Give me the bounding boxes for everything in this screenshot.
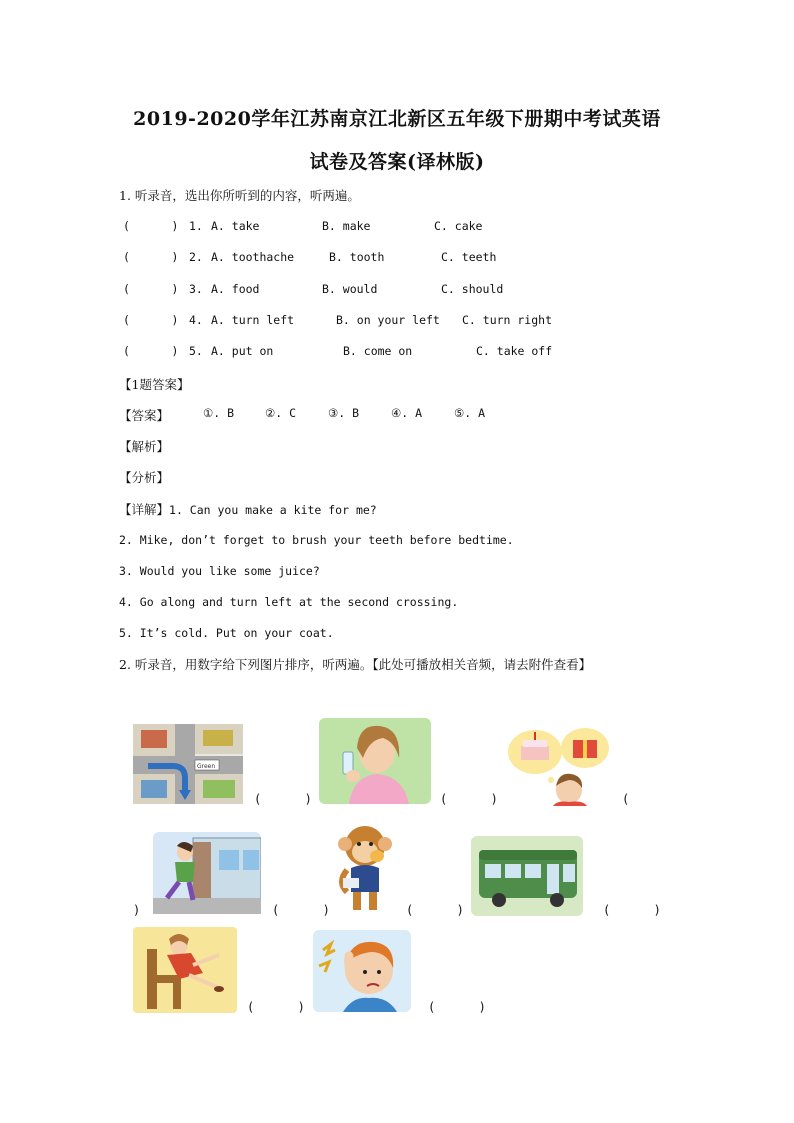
option-b: B. come on — [343, 344, 413, 358]
detail-text: 4. Go along and turn left at the second crossing. — [119, 595, 459, 609]
item-number: 1. — [189, 219, 203, 233]
answer-3: ③. B — [328, 406, 360, 420]
answer-blank[interactable]: ( ) — [603, 903, 661, 917]
answer-blank[interactable]: ( ) — [123, 250, 179, 264]
thinking-boy-cake-gift-icon — [503, 724, 613, 806]
item-number: 3. — [189, 282, 203, 296]
answer-header: 【1题答案】 — [119, 377, 190, 392]
answer-4: ④. A — [391, 406, 423, 420]
option-a: A. turn left — [211, 313, 295, 327]
item-number: 2. — [189, 250, 203, 264]
option-a: A. food — [211, 282, 260, 296]
q2-prompt: 2. 听录音，用数字给下列图片排序，听两遍。【此处可播放相关音频，请去附件查看】 — [119, 657, 592, 672]
item-number: 4. — [189, 313, 203, 327]
detail-text: 1. Can you make a kite for me? — [169, 503, 377, 517]
fenxi-label: 【分析】 — [119, 470, 170, 485]
answer-blank[interactable]: ( ) — [440, 792, 498, 806]
boy-headache-icon — [313, 930, 411, 1012]
option-a: A. take — [211, 219, 260, 233]
option-a: A. toothache — [211, 250, 295, 264]
option-b: B. make — [322, 219, 371, 233]
item-number: 5. — [189, 344, 203, 358]
answer-blank[interactable]: ( ) — [428, 1000, 486, 1014]
detail-text: 2. Mike, don’t forget to brush your teeth before bedtime. — [119, 533, 514, 547]
street-map-icon — [133, 724, 243, 804]
option-b: B. on your left — [336, 313, 440, 327]
option-c: C. take off — [476, 344, 553, 358]
answer-2: ②. C — [265, 406, 297, 420]
title-line-1: 2019-2020学年江苏南京江北新区五年级下册期中考试英语 — [133, 108, 661, 130]
option-a: A. put on — [211, 344, 274, 358]
analysis-label: 【解析】 — [119, 439, 170, 454]
answer-label: 【答案】 — [119, 408, 170, 423]
answer-blank[interactable]: ( ) — [123, 344, 179, 358]
option-c: C. cake — [434, 219, 483, 233]
answer-blank[interactable]: ( ) — [247, 1000, 305, 1014]
answer-1: ①. B — [203, 406, 235, 420]
paren-close[interactable]: ) — [133, 903, 141, 917]
detail-text: 5. It’s cold. Put on your coat. — [119, 626, 334, 640]
answer-blank[interactable]: ( ) — [123, 219, 179, 233]
answer-blank[interactable]: ( ) — [123, 313, 179, 327]
paren-open[interactable]: ( — [622, 792, 630, 806]
answer-blank[interactable]: ( ) — [254, 792, 312, 806]
answer-5: ⑤. A — [454, 406, 486, 420]
detail-text: 3. Would you like some juice? — [119, 564, 320, 578]
drinking-woman-icon — [319, 718, 431, 804]
bus-icon — [471, 836, 583, 916]
answer-blank[interactable]: ( ) — [406, 903, 464, 917]
q1-prompt: 1. 听录音，选出你所听到的内容，听两遍。 — [119, 188, 360, 203]
answer-blank[interactable]: ( ) — [272, 903, 330, 917]
girl-train-icon — [153, 832, 261, 914]
option-c: C. turn right — [462, 313, 553, 327]
option-b: B. tooth — [329, 250, 385, 264]
monkey-toothache-icon — [333, 820, 397, 916]
detail-label: 【详解】 — [119, 502, 170, 517]
option-c: C. teeth — [441, 250, 497, 264]
detail-line — [119, 500, 377, 518]
street-sign-text: Green — [197, 763, 216, 770]
title-line-2: 试卷及答案(译林版) — [309, 151, 485, 173]
girl-fall-chair-icon — [133, 927, 237, 1013]
answer-blank[interactable]: ( ) — [123, 282, 179, 296]
option-b: B. would — [322, 282, 378, 296]
option-c: C. should — [441, 282, 504, 296]
